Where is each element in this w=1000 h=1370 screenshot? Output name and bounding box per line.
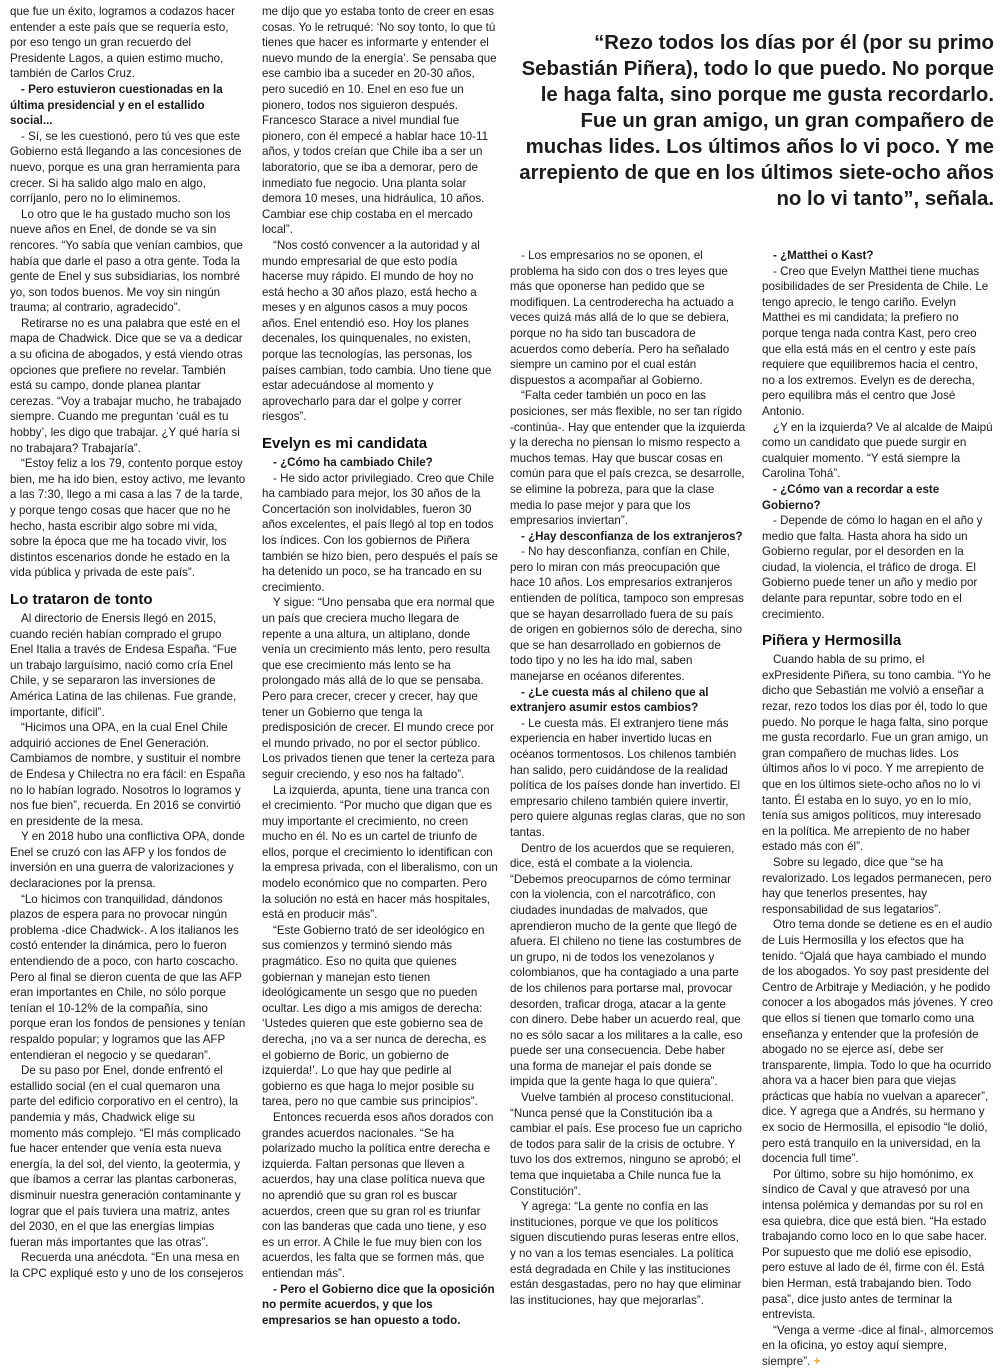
body-paragraph xyxy=(510,841,746,1091)
paragraph-text: ¿Y en la izquierda? Ve al alcalde de Maipú como un candidato que puede surgir en cualquier momento. “Y está siempre la Carolina Tohá”. xyxy=(762,420,993,481)
paragraph-text: Piñera y Hermosilla xyxy=(762,632,902,650)
paragraph-text: - ¿Le cuesta más al chileno que al extranjero asumir estos cambios? xyxy=(510,685,709,715)
paragraph-text: - Pero estuvieron cuestionadas en la última presidencial y en el estallido social... xyxy=(10,82,223,128)
body-paragraph xyxy=(762,855,994,917)
paragraph-text: Y en 2018 hubo una conflictiva OPA, donde Enel se cruzó con las AFP y los fondos de inversión en una guerra de valorizaciones y declaraciones por la prensa. xyxy=(10,830,245,891)
body-paragraph xyxy=(510,1199,746,1308)
body-paragraph xyxy=(10,1250,246,1281)
body-paragraph xyxy=(10,720,246,829)
body-paragraph xyxy=(510,248,746,388)
end-mark-icon: + xyxy=(813,1354,821,1368)
paragraph-text: - Sí, se les cuestionó, pero tú ves que este Gobierno está llegando a las concesiones de nuevo, porque es una gran herramienta para crecer. Si ha salido algo malo en algo, corríjanlo, pero no lo eliminemos. xyxy=(10,129,242,206)
interview-question xyxy=(762,482,994,513)
paragraph-text: - No hay desconfianza, confían en Chile, pero lo miran con más preocupación que hace 10 años. Los empresarios extranjeros entienden de política, tampoco son empresas que se hayan desarrollado fuera de su país de origen en gobiernos sólo de derecha, sino que se han desarrollado en gobiernos de todo tipo y no les ha ido mal, saben manejarse en océanos diferentes. xyxy=(510,545,744,684)
body-paragraph xyxy=(262,1110,498,1282)
interview-question xyxy=(10,82,246,129)
paragraph-text: Lo otro que le ha gustado mucho son los nueve años en Enel, de donde se va sin rencores. “Yo sabía que venían cambios, que había que darle el paso a otra gente. Toda la gente de Enel y sus subsidiarias, los nombré yo, son todos buenos. Me voy sin ningún trauma; al contrario, agradecido”. xyxy=(10,207,243,315)
pull-quote-text: “Rezo todos los días por él (por su primo Sebastián Piñera), todo lo que puedo. No porque le haga falta, sino porque me gusta recordarlo. Fue un gran amigo, un gran compañero de muchas lides. Los últimos años lo vi poco. Y me arrepiento de que en los últimos siete-ocho años no lo vi tanto”, señala. xyxy=(519,32,994,210)
article-column-1 xyxy=(10,4,246,1282)
body-paragraph xyxy=(262,4,498,238)
paragraph-text: Sobre su legado, dice que “se ha revalorizado. Los legados permanecen, pero hay que tenerlos presentes, hay responsabilidad de sus legatarios”. xyxy=(762,855,992,916)
paragraph-text: - Depende de cómo lo hagan en el año y medio que falta. Hasta ahora ha sido un Gobierno regular, por el desorden en la ciudad, la violencia, el tráfico de droga. El Gobierno puede tener un año y medio por delante para repuntar, sobre todo en el crecimiento. xyxy=(762,514,983,621)
interview-question xyxy=(510,529,746,545)
body-paragraph xyxy=(10,4,246,82)
paragraph-text: Al directorio de Enersis llegó en 2015, cuando recién habían comprado el grupo Enel Italia a través de Endesa España. “Fue un trabajo larguísimo, nació como cría Enel Chile, y se separaron las inversiones de América Latina de las chilenas. Fue grande, importante, difícil”. xyxy=(10,611,237,719)
body-paragraph xyxy=(10,1063,246,1250)
paragraph-text: Vuelve también al proceso constitucional. “Nunca pensé que la Constitución iba a cambiar el país. Ese proceso fue un capricho de todos para salir de la crisis de octubre. Y tuvo los dos extremos, ninguno se aprobó; el tema que inquietaba a Chile nunca fue la Constitución”. xyxy=(510,1091,742,1198)
interview-question xyxy=(510,685,746,716)
paragraph-text: “Estoy feliz a los 79, contento porque estoy bien, me ha ido bien, estoy activo, me levanto a las 7:30, llego a mi casa a las 7 de la tarde, y porque tengo cosas que hacer que no he hecho, hasta escribir algo sobre mi vida, sobre la época que me ha tocado vivir, los distintos escenarios donde he estado en la vida pública y privada de este país”. xyxy=(10,457,246,580)
body-paragraph xyxy=(510,1090,746,1199)
paragraph-text: “Venga a verme -dice al final-, almorcemos en la oficina, yo estoy aquí siempre, siempre”. xyxy=(762,1323,994,1368)
paragraph-text: - ¿Cómo ha cambiado Chile? xyxy=(273,456,433,470)
paragraph-text: Evelyn es mi candidata xyxy=(262,435,428,453)
paragraph-text: - ¿Hay desconfianza de los extranjeros? xyxy=(521,529,743,543)
paragraph-text: Entonces recuerda esos años dorados con grandes acuerdos nacionales. “Se ha polarizado mucho la política entre derecha e izquierda. Faltan personas que lleven a acuerdos, hay una clase política nueva que no aprendió que su gran rol es buscar acuerdos, creen que su gran rol es triunfar con las banderas que cada uno tiene, y eso es un error. A Chile le fue muy bien con los acuerdos, les falta que se formen más, que entiendan más”. xyxy=(262,1110,494,1280)
paragraph-text: - Le cuesta más. El extranjero tiene más experiencia en haber invertido lucas en océanos tormentosos. Los chilenos también han salido, pero cuidándose de la realidad política de los países donde han invertido. El empresario chileno también quiere invertir, pero quiere algunas reglas claras, que no son tantas. xyxy=(510,716,746,839)
paragraph-text: que fue un éxito, logramos a codazos hacer entender a este país que se requería esto, por eso tengo un gran recuerdo del Presidente Lagos, a quien estimo mucho, también de Carlos Cruz. xyxy=(10,5,235,81)
body-paragraph xyxy=(10,611,246,720)
body-paragraph xyxy=(762,420,994,482)
paragraph-text: - ¿Cómo van a recordar a este Gobierno? xyxy=(762,482,940,512)
article-column-4 xyxy=(762,248,994,1370)
interview-question xyxy=(762,248,994,264)
body-paragraph xyxy=(10,129,246,207)
body-paragraph xyxy=(262,923,498,1110)
body-paragraph xyxy=(10,207,246,316)
body-paragraph xyxy=(510,388,746,528)
paragraph-text: - He sido actor privilegiado. Creo que Chile ha cambiado para mejor, los 30 años de la Concertación son inolvidables, fueron 30 años excelentes, el país llegó al top en todos los índices. Con los gobiernos de Piñera también se hizo bien, pero después el país se ha detenido un poco, se ha trancado en su crecimiento. xyxy=(262,471,498,594)
interview-question xyxy=(262,455,498,471)
paragraph-text: - Creo que Evelyn Matthei tiene muchas posibilidades de ser Presidenta de Chile. Le tengo aprecio, le tengo cariño. Evelyn Matthei es mi candidata; la prefiero no porque tenga nada contra Kast, pero creo que ella está más en el centro y este país requiere que equilibremos hacia el centro, no a los extremos. Evelyn es de derecha, pero equilibra más el centro que José Antonio. xyxy=(762,264,989,418)
body-paragraph xyxy=(762,1167,994,1323)
paragraph-text: “Hicimos una OPA, en la cual Enel Chile adquirió acciones de Enel Generación. Cambiamos de nombre, y sustituir el nombre de Endesa y Chilectra no era fácil: en España no lo habían logrado. Nosotros lo logramos y nos fue bien”, recuerda. En 2016 se convirtió en presidente de la mesa. xyxy=(10,721,246,828)
paragraph-text: - Pero el Gobierno dice que la oposición no permite acuerdos, y que los empresarios se han opuesto a todo. xyxy=(262,1282,495,1327)
body-paragraph xyxy=(262,471,498,596)
body-paragraph xyxy=(262,595,498,782)
paragraph-text: “Falta ceder también un poco en las posiciones, ser más flexible, no ser tan rígido -continúa-. Hay que entender que la izquierda y la derecha no piensan lo mismo respecto a muchos temas. Hay que buscar cosas en común para que el país crezca, se desarrolle, se elimine la pobreza, para que la clase media lo pase mejor y para que los empresarios inviertan”. xyxy=(510,389,746,528)
body-paragraph xyxy=(762,652,994,855)
pull-quote xyxy=(508,30,994,212)
body-paragraph xyxy=(510,716,746,841)
body-paragraph xyxy=(762,917,994,1167)
body-paragraph xyxy=(10,456,246,581)
body-paragraph xyxy=(762,264,994,420)
paragraph-text: - Los empresarios no se oponen, el problema ha sido con dos o tres leyes que más que oponerse han pedido que se modifiquen. La centroderecha ha actuado a veces quizá más allá de lo que se debiera, porque no ha sido tan buscadora de acuerdos como debería. Pero ha señalado siempre un camino por el cual están dispuestos a acompañar al Gobierno. xyxy=(510,249,734,387)
interview-question xyxy=(262,1282,498,1329)
body-paragraph xyxy=(510,544,746,684)
article-column-2 xyxy=(262,4,498,1328)
paragraph-text: Otro tema donde se detiene es en el audio de Luis Hermosilla y los efectos que ha tenido. “Ojalá que haya cambiado el mundo de los abogados. Yo soy past presidente del Centro de Arbitraje y Mediación, y he podido conocer a los abogados más jóvenes. Y creo que ellos sí tienen que tomarlo como una enseñanza y entender que la profesión de abogado no se ejerce así, debe ser transparente, limpia. Todo lo que ha ocurrido ahora va a hacer bien para que viejas prácticas que había no vuelvan a aparecer”, dice. Y agrega que a Andrés, su hermano y ex socio de Hermosilla, el episodio “le dolió, pero está tranquilo en la universidad, en la docencia full time”. xyxy=(762,918,993,1166)
paragraph-text: Y sigue: “Uno pensaba que era normal que un país que creciera mucho llegara de repente a una altura, un altiplano, donde venía un crecimiento más lento, pero resulta que ese crecimiento más lento se ha prolongado más allá de lo que se pensaba. Pero para crecer, crecer y crecer, hay que tener un Gobierno que tenga la predisposición de crecer. El mundo crece por el mundo privado, no por el sector público. Los privados tienen que tener la certeza para seguir creciendo, y eso nos ha faltado”. xyxy=(262,596,495,781)
paragraph-text: - ¿Matthei o Kast? xyxy=(773,249,874,262)
paragraph-text: “Este Gobierno trató de ser ideológico en sus comienzos y terminó siendo más pragmático. Eso no quita que quienes gobiernan y manejan esto tienen ideológicamente un sesgo que no pueden ocultar. Les digo a mis amigos de derecha: ‘Ustedes quieren que este gobierno sea de derecha, ¡no va a ser nunca de derecha, es el gobierno de Boric, un gobierno de izquierda!’. Lo que hay que pedirle al gobierno es que haga lo mejor posible su tarea, pero no que cambie sus principios”. xyxy=(262,923,487,1109)
paragraph-text: “Lo hicimos con tranquilidad, dándonos plazos de espera para no provocar ningún problema -dice Chadwick-. A los italianos les costó entender la dinámica, pero lo fueron entendiendo de a poco, con harto coscacho. Pero al final se dieron cuenta de que las AFP eran importantes en Chile, no sólo porque tenían el 10-12% de la compañía, sino porque eran los fondos de pensiones y tenían respaldo popular; y logramos que las AFP entendieran el negocio y se quedaran”. xyxy=(10,892,246,1062)
section-heading xyxy=(10,591,246,609)
paragraph-text: Lo trataron de tonto xyxy=(10,590,153,608)
body-paragraph xyxy=(262,238,498,425)
body-paragraph xyxy=(10,316,246,456)
paragraph-text: Dentro de los acuerdos que se requieren, dice, está el combate a la violencia. “Debemos preocuparnos de cómo terminar con la violencia, con el narcotráfico, con ciudades inundadas de malvados, que aprendieron mucho de la gente que llegó de afuera. El chileno no tiene las costumbres de un grupo, ni de todos los venezolanos y colombianos, que ha contagiado a una parte de los chilenos para portarse mal, provocar desorden, traficar droga, atacar a la gente con dinero. Debe haber un acuerdo real, que no es sólo sacar a los militares a la calle, eso puede ser una consecuencia. Debe haber una forma de manejar el país donde se impida que la gente haga lo que quiera”. xyxy=(510,841,743,1089)
paragraph-text: Recuerda una anécdota. “En una mesa en la CPC expliqué esto y uno de los consejeros xyxy=(10,1251,244,1280)
paragraph-text: De su paso por Enel, donde enfrentó el estallido social (en el cual quemaron una parte del edificio corporativo en el centro), la pandemia y más, Chadwick elige su momento más complejo. “El más complicado fue hacer entender que venía esta nueva energía, la del sol, del viento, la geotermia, y que íbamos a cerrar las plantas carboneras, disminuir nuestra generación contaminante y lograr que el país tuviera una matriz, antes del 2030, en el que las energías limpias fueran más importantes que las otras”. xyxy=(10,1064,241,1249)
paragraph-text: Y agrega: “La gente no confía en las instituciones, porque ve que los políticos siguen discutiendo puras leseras entre ellos, y no van a los temas esenciales. La política está degradada en Chile y las instituciones están desgastadas, pero no hay que eliminar las instituciones, hay que mejorarlas”. xyxy=(510,1200,742,1307)
paragraph-text: Retirarse no es una palabra que esté en el mapa de Chadwick. Dice que se va a dedicar a su oficina de abogados, y está viendo otras opciones que prefiere no revelar. También está su campo, donde planea plantar cerezas. “Voy a trabajar mucho, he trabajado siempre. Cuando me preguntan ‘cuál es tu hobby’, les digo que trabajar. ¿Y qué haría si no trabajara? Trabajaría”. xyxy=(10,316,243,455)
body-paragraph xyxy=(762,513,994,622)
body-paragraph xyxy=(262,783,498,923)
body-paragraph xyxy=(10,892,246,1064)
body-paragraph xyxy=(10,829,246,891)
article-column-3 xyxy=(510,248,746,1308)
paragraph-text: La izquierda, apunta, tiene una tranca con el crecimiento. “Por mucho que digan que es muy importante el crecimiento, no creen mucho en él. No es un cartel de triunfo de ellos, porque el crecimiento lo identifican con la empresa privada, con el liberalismo, con un modelo económico que no comparten. Pero la solución no está en hacer más hospitales, está en producir más”. xyxy=(262,783,498,922)
body-paragraph xyxy=(762,1323,994,1370)
paragraph-text: me dijo que yo estaba tonto de creer en esas cosas. Yo le retruqué: ‘No soy tonto, lo que tú tienes que hacer es informarte y entender el nuevo mundo de la energía’. Se pensaba que ese cambio iba a suceder en 20-30 años, pero sucedió en 10. Enel en eso fue un pionero, todos nos siguieron después. Francesco Starace a nivel mundial fue pionero, con él empecé a hablar hace 10-11 años, y todos creían que Chile iba a ser un laboratorio, que se iba a demorar, pero de inmediato fue negocio. Una planta solar demora 10 meses, una hidráulica, 10 años. Cambiar ese chip costaba en el mercado local”. xyxy=(262,5,497,237)
section-heading xyxy=(762,632,994,650)
paragraph-text: Por último, sobre su hijo homónimo, ex síndico de Caval y que atravesó por una intensa polémica y demandas por su rol en esa quiebra, dice que está bien. “Ha estado trabajando como loco en lo que sabe hacer. Por supuesto que me dolió ese episodio, pero estuve al lado de él, firme con él. Está bien Herman, está trabajando bien. Todo pasa”, dice justo antes de terminar la entrevista. xyxy=(762,1167,987,1322)
section-heading xyxy=(262,435,498,453)
paragraph-text: Cuando habla de su primo, el exPresidente Piñera, su tono cambia. “Yo he dicho que Sebastián me volvió a enseñar a rezar, rezo todos los días por él, todo lo que puedo. No porque le haga falta, sino porque me gusta recordarlo. Fue un gran amigo, un gran compañero de muchas lides. Los últimos años lo vi poco. Y me arrepiento de que en los últimos siete-ocho años no lo vi tanto. Él estaba en lo suyo, yo en lo mío, tenía sus amigos políticos, muy interesado en la política. Me arrepiento de no haber estado más con él”. xyxy=(762,653,992,854)
paragraph-text: “Nos costó convencer a la autoridad y al mundo empresarial de que esto podía hacerse muy rápido. El mundo de hoy no está hecho a 30 años plazo, está hecho a meses y en algunos casos a muy pocos años. Enel entendió eso. Hoy los planes decenales, los quinquenales, no existen, porque las tecnologías, las personas, los países cambian, todo cambia. Uno tiene que estar adecuándose al momento y aprovecharlo para dar el golpe y correr riesgos”. xyxy=(262,238,492,424)
